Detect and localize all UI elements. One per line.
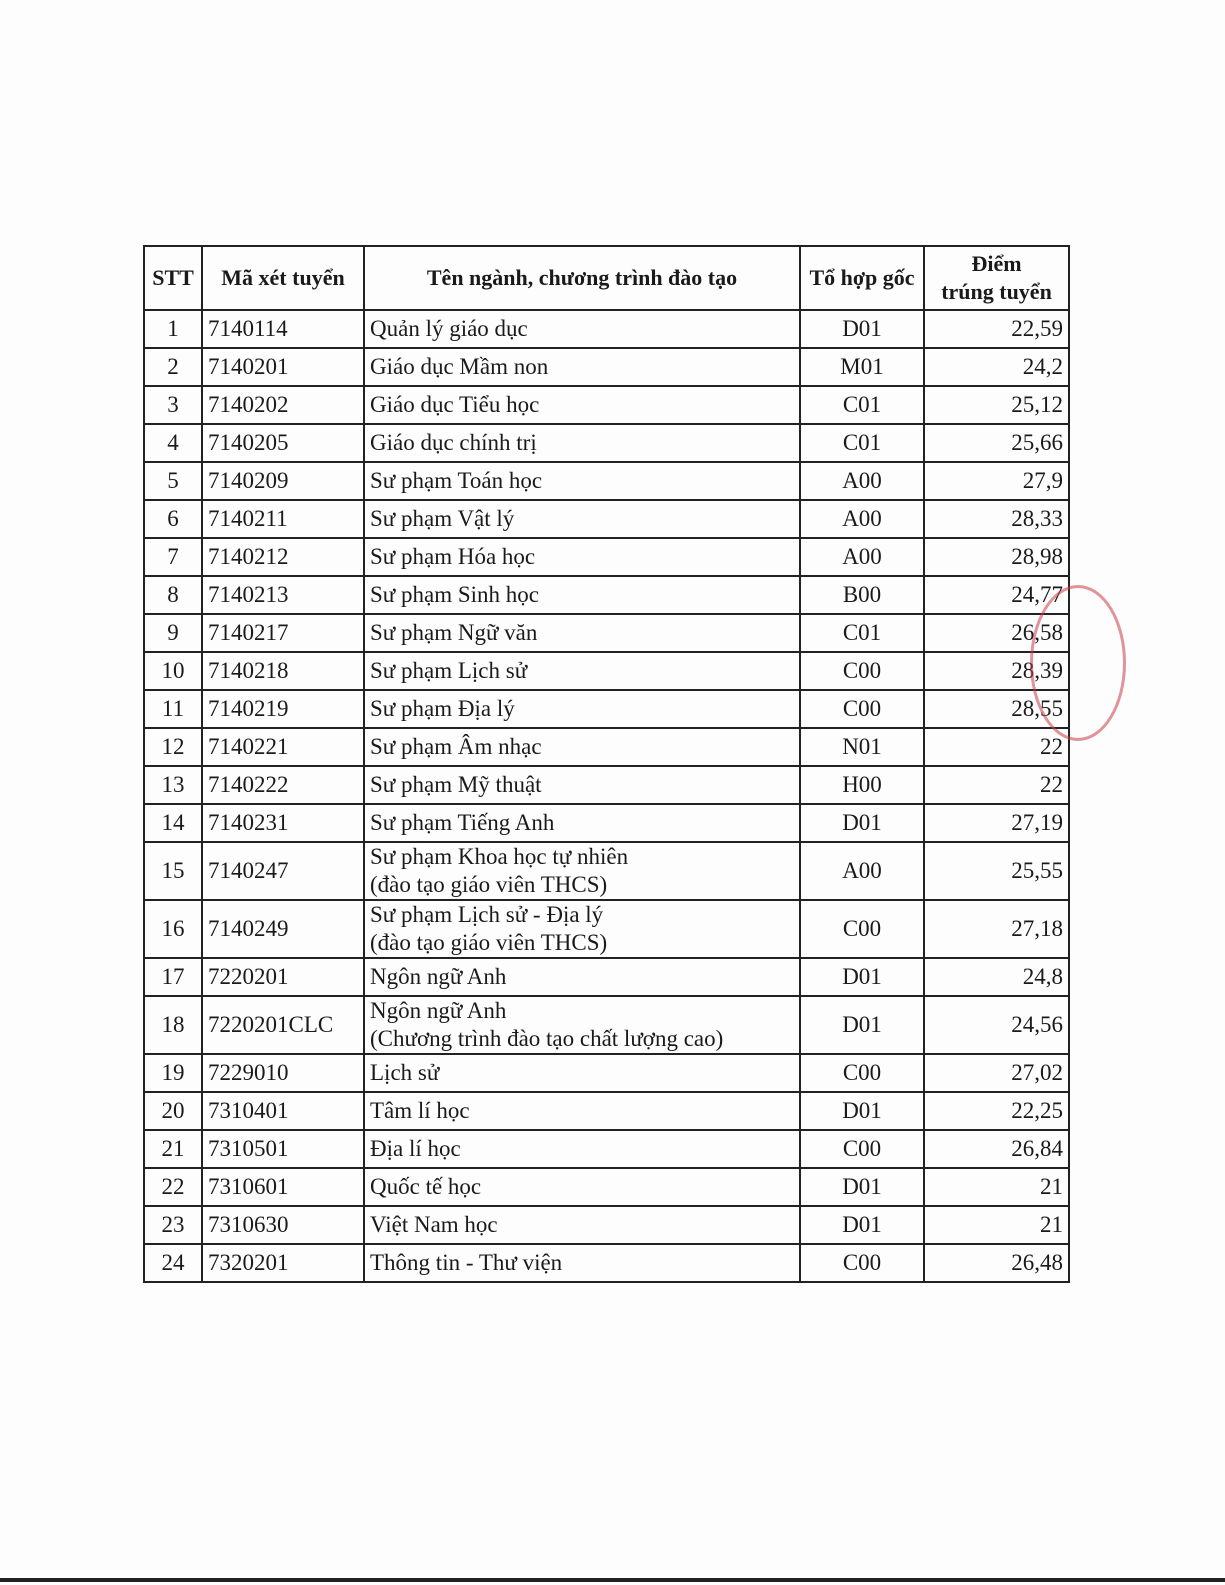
row-score: 28,98 xyxy=(924,538,1069,576)
row-stt: 13 xyxy=(144,766,202,804)
table-row xyxy=(144,1092,1069,1130)
row-code: 7140218 xyxy=(202,652,364,690)
table-row xyxy=(144,1206,1069,1244)
table-row xyxy=(144,538,1069,576)
row-stt: 2 xyxy=(144,348,202,386)
row-score: 28,55 xyxy=(924,690,1069,728)
row-score: 22 xyxy=(924,766,1069,804)
table-row xyxy=(144,348,1069,386)
row-stt: 11 xyxy=(144,690,202,728)
row-stt: 23 xyxy=(144,1206,202,1244)
row-code: 7220201 xyxy=(202,958,364,996)
program-name-line: Lịch sử xyxy=(370,1060,440,1085)
program-name-line: Sư phạm Địa lý xyxy=(370,696,515,721)
table-row xyxy=(144,576,1069,614)
row-score: 22,25 xyxy=(924,1092,1069,1130)
program-name-line: Sư phạm Sinh học xyxy=(370,582,539,607)
row-program-name xyxy=(364,1206,800,1244)
row-combination: C01 xyxy=(800,614,924,652)
row-stt: 12 xyxy=(144,728,202,766)
row-code: 7140231 xyxy=(202,804,364,842)
row-program-name xyxy=(364,462,800,500)
table-row xyxy=(144,1168,1069,1206)
row-combination: H00 xyxy=(800,766,924,804)
program-name-line: Việt Nam học xyxy=(370,1212,498,1237)
row-stt: 8 xyxy=(144,576,202,614)
program-name-line: Địa lí học xyxy=(370,1136,461,1161)
row-stt: 14 xyxy=(144,804,202,842)
program-name-line: Ngôn ngữ Anh xyxy=(370,964,507,989)
row-code: 7140202 xyxy=(202,386,364,424)
row-stt: 18 xyxy=(144,996,202,1054)
row-program-name xyxy=(364,652,800,690)
table-row xyxy=(144,728,1069,766)
row-code: 7140249 xyxy=(202,900,364,958)
admission-score-table xyxy=(143,245,1070,1283)
row-program-name xyxy=(364,766,800,804)
row-score: 26,84 xyxy=(924,1130,1069,1168)
row-stt: 17 xyxy=(144,958,202,996)
row-stt: 5 xyxy=(144,462,202,500)
row-stt: 20 xyxy=(144,1092,202,1130)
table-row xyxy=(144,1054,1069,1092)
row-program-name xyxy=(364,576,800,614)
table-row xyxy=(144,804,1069,842)
header-name: Tên ngành, chương trình đào tạo xyxy=(364,246,800,310)
row-code: 7140209 xyxy=(202,462,364,500)
row-combination: M01 xyxy=(800,348,924,386)
row-code: 7140211 xyxy=(202,500,364,538)
table-row xyxy=(144,900,1069,958)
row-combination: C00 xyxy=(800,690,924,728)
row-program-name xyxy=(364,1168,800,1206)
program-name-line: Sư phạm Âm nhạc xyxy=(370,734,542,759)
program-name-line: (đào tạo giáo viên THCS) xyxy=(370,872,608,897)
program-name-line: Quốc tế học xyxy=(370,1174,482,1199)
row-combination: A00 xyxy=(800,500,924,538)
program-name-line: Giáo dục Mầm non xyxy=(370,354,549,379)
row-code: 7140222 xyxy=(202,766,364,804)
row-program-name xyxy=(364,900,800,958)
table-row xyxy=(144,652,1069,690)
row-score: 22 xyxy=(924,728,1069,766)
table-row xyxy=(144,500,1069,538)
row-program-name xyxy=(364,804,800,842)
row-program-name xyxy=(364,500,800,538)
row-stt: 3 xyxy=(144,386,202,424)
header-score-line2: trúng tuyển xyxy=(941,279,1052,304)
row-score: 28,33 xyxy=(924,500,1069,538)
header-code: Mã xét tuyển xyxy=(202,246,364,310)
table-row xyxy=(144,766,1069,804)
row-stt: 7 xyxy=(144,538,202,576)
row-stt: 19 xyxy=(144,1054,202,1092)
table-body xyxy=(144,310,1069,1282)
row-score: 26,58 xyxy=(924,614,1069,652)
table-row xyxy=(144,958,1069,996)
row-code: 7140247 xyxy=(202,842,364,900)
program-name-line: Sư phạm Ngữ văn xyxy=(370,620,538,645)
row-code: 7310401 xyxy=(202,1092,364,1130)
row-code: 7140205 xyxy=(202,424,364,462)
row-score: 25,12 xyxy=(924,386,1069,424)
row-program-name xyxy=(364,842,800,900)
row-combination: N01 xyxy=(800,728,924,766)
row-combination: D01 xyxy=(800,1206,924,1244)
row-stt: 22 xyxy=(144,1168,202,1206)
row-program-name xyxy=(364,996,800,1054)
row-stt: 10 xyxy=(144,652,202,690)
row-combination: D01 xyxy=(800,1092,924,1130)
table-row xyxy=(144,690,1069,728)
row-score: 28,39 xyxy=(924,652,1069,690)
row-combination: C00 xyxy=(800,1054,924,1092)
table-header xyxy=(144,246,1069,310)
row-score: 24,56 xyxy=(924,996,1069,1054)
row-score: 27,9 xyxy=(924,462,1069,500)
row-program-name xyxy=(364,348,800,386)
table-row xyxy=(144,614,1069,652)
row-combination: A00 xyxy=(800,462,924,500)
row-score: 27,19 xyxy=(924,804,1069,842)
row-stt: 9 xyxy=(144,614,202,652)
row-score: 24,8 xyxy=(924,958,1069,996)
row-program-name xyxy=(364,958,800,996)
row-code: 7310601 xyxy=(202,1168,364,1206)
row-combination: C00 xyxy=(800,900,924,958)
program-name-line: Ngôn ngữ Anh xyxy=(370,998,507,1023)
table-row xyxy=(144,386,1069,424)
row-combination: A00 xyxy=(800,842,924,900)
program-name-line: Thông tin - Thư viện xyxy=(370,1250,563,1275)
program-name-line: Sư phạm Lịch sử xyxy=(370,658,528,683)
row-stt: 21 xyxy=(144,1130,202,1168)
row-program-name xyxy=(364,538,800,576)
row-program-name xyxy=(364,386,800,424)
row-score: 27,02 xyxy=(924,1054,1069,1092)
row-combination: D01 xyxy=(800,1168,924,1206)
row-stt: 24 xyxy=(144,1244,202,1282)
program-name-line: Sư phạm Mỹ thuật xyxy=(370,772,542,797)
row-program-name xyxy=(364,728,800,766)
program-name-line: Tâm lí học xyxy=(370,1098,470,1123)
header-score-line1: Điểm xyxy=(971,251,1022,276)
table-row xyxy=(144,310,1069,348)
table-row xyxy=(144,996,1069,1054)
row-program-name xyxy=(364,1130,800,1168)
row-code: 7140213 xyxy=(202,576,364,614)
row-program-name xyxy=(364,1092,800,1130)
row-code: 7140212 xyxy=(202,538,364,576)
row-score: 27,18 xyxy=(924,900,1069,958)
row-code: 7140221 xyxy=(202,728,364,766)
program-name-line: Sư phạm Toán học xyxy=(370,468,543,493)
row-code: 7140217 xyxy=(202,614,364,652)
table-row xyxy=(144,1130,1069,1168)
row-combination: C01 xyxy=(800,424,924,462)
row-combination: C00 xyxy=(800,1244,924,1282)
row-score: 26,48 xyxy=(924,1244,1069,1282)
header-combo: Tổ hợp gốc xyxy=(800,246,924,310)
row-program-name xyxy=(364,1054,800,1092)
row-combination: C01 xyxy=(800,386,924,424)
row-code: 7140219 xyxy=(202,690,364,728)
row-stt: 15 xyxy=(144,842,202,900)
row-stt: 1 xyxy=(144,310,202,348)
table-row xyxy=(144,842,1069,900)
program-name-line: Sư phạm Lịch sử - Địa lý xyxy=(370,902,604,927)
row-combination: C00 xyxy=(800,1130,924,1168)
program-name-line: Giáo dục Tiểu học xyxy=(370,392,540,417)
row-score: 25,55 xyxy=(924,842,1069,900)
program-name-line: Sư phạm Khoa học tự nhiên xyxy=(370,844,629,869)
row-combination: D01 xyxy=(800,958,924,996)
row-program-name xyxy=(364,1244,800,1282)
row-code: 7229010 xyxy=(202,1054,364,1092)
row-score: 24,2 xyxy=(924,348,1069,386)
row-score: 25,66 xyxy=(924,424,1069,462)
row-code: 7320201 xyxy=(202,1244,364,1282)
program-name-line: Sư phạm Vật lý xyxy=(370,506,515,531)
row-combination: D01 xyxy=(800,996,924,1054)
row-program-name xyxy=(364,614,800,652)
row-code: 7140114 xyxy=(202,310,364,348)
bottom-rule xyxy=(0,1578,1225,1582)
program-name-line: Giáo dục chính trị xyxy=(370,430,537,455)
row-combination: D01 xyxy=(800,804,924,842)
row-combination: B00 xyxy=(800,576,924,614)
program-name-line: Sư phạm Tiếng Anh xyxy=(370,810,555,835)
table-row xyxy=(144,1244,1069,1282)
row-score: 22,59 xyxy=(924,310,1069,348)
row-score: 24,77 xyxy=(924,576,1069,614)
program-name-line: (đào tạo giáo viên THCS) xyxy=(370,930,608,955)
table-row xyxy=(144,424,1069,462)
program-name-line: (Chương trình đào tạo chất lượng cao) xyxy=(370,1026,724,1051)
row-combination: A00 xyxy=(800,538,924,576)
row-program-name xyxy=(364,424,800,462)
row-stt: 6 xyxy=(144,500,202,538)
row-program-name xyxy=(364,310,800,348)
row-code: 7310630 xyxy=(202,1206,364,1244)
row-score: 21 xyxy=(924,1206,1069,1244)
row-stt: 4 xyxy=(144,424,202,462)
row-code: 7310501 xyxy=(202,1130,364,1168)
program-name-line: Sư phạm Hóa học xyxy=(370,544,536,569)
program-name-line: Quản lý giáo dục xyxy=(370,316,528,341)
table-row xyxy=(144,462,1069,500)
row-program-name xyxy=(364,690,800,728)
row-combination: C00 xyxy=(800,652,924,690)
row-code: 7220201CLC xyxy=(202,996,364,1054)
row-stt: 16 xyxy=(144,900,202,958)
row-score: 21 xyxy=(924,1168,1069,1206)
header-score xyxy=(924,246,1069,310)
row-combination: D01 xyxy=(800,310,924,348)
header-stt: STT xyxy=(144,246,202,310)
row-code: 7140201 xyxy=(202,348,364,386)
